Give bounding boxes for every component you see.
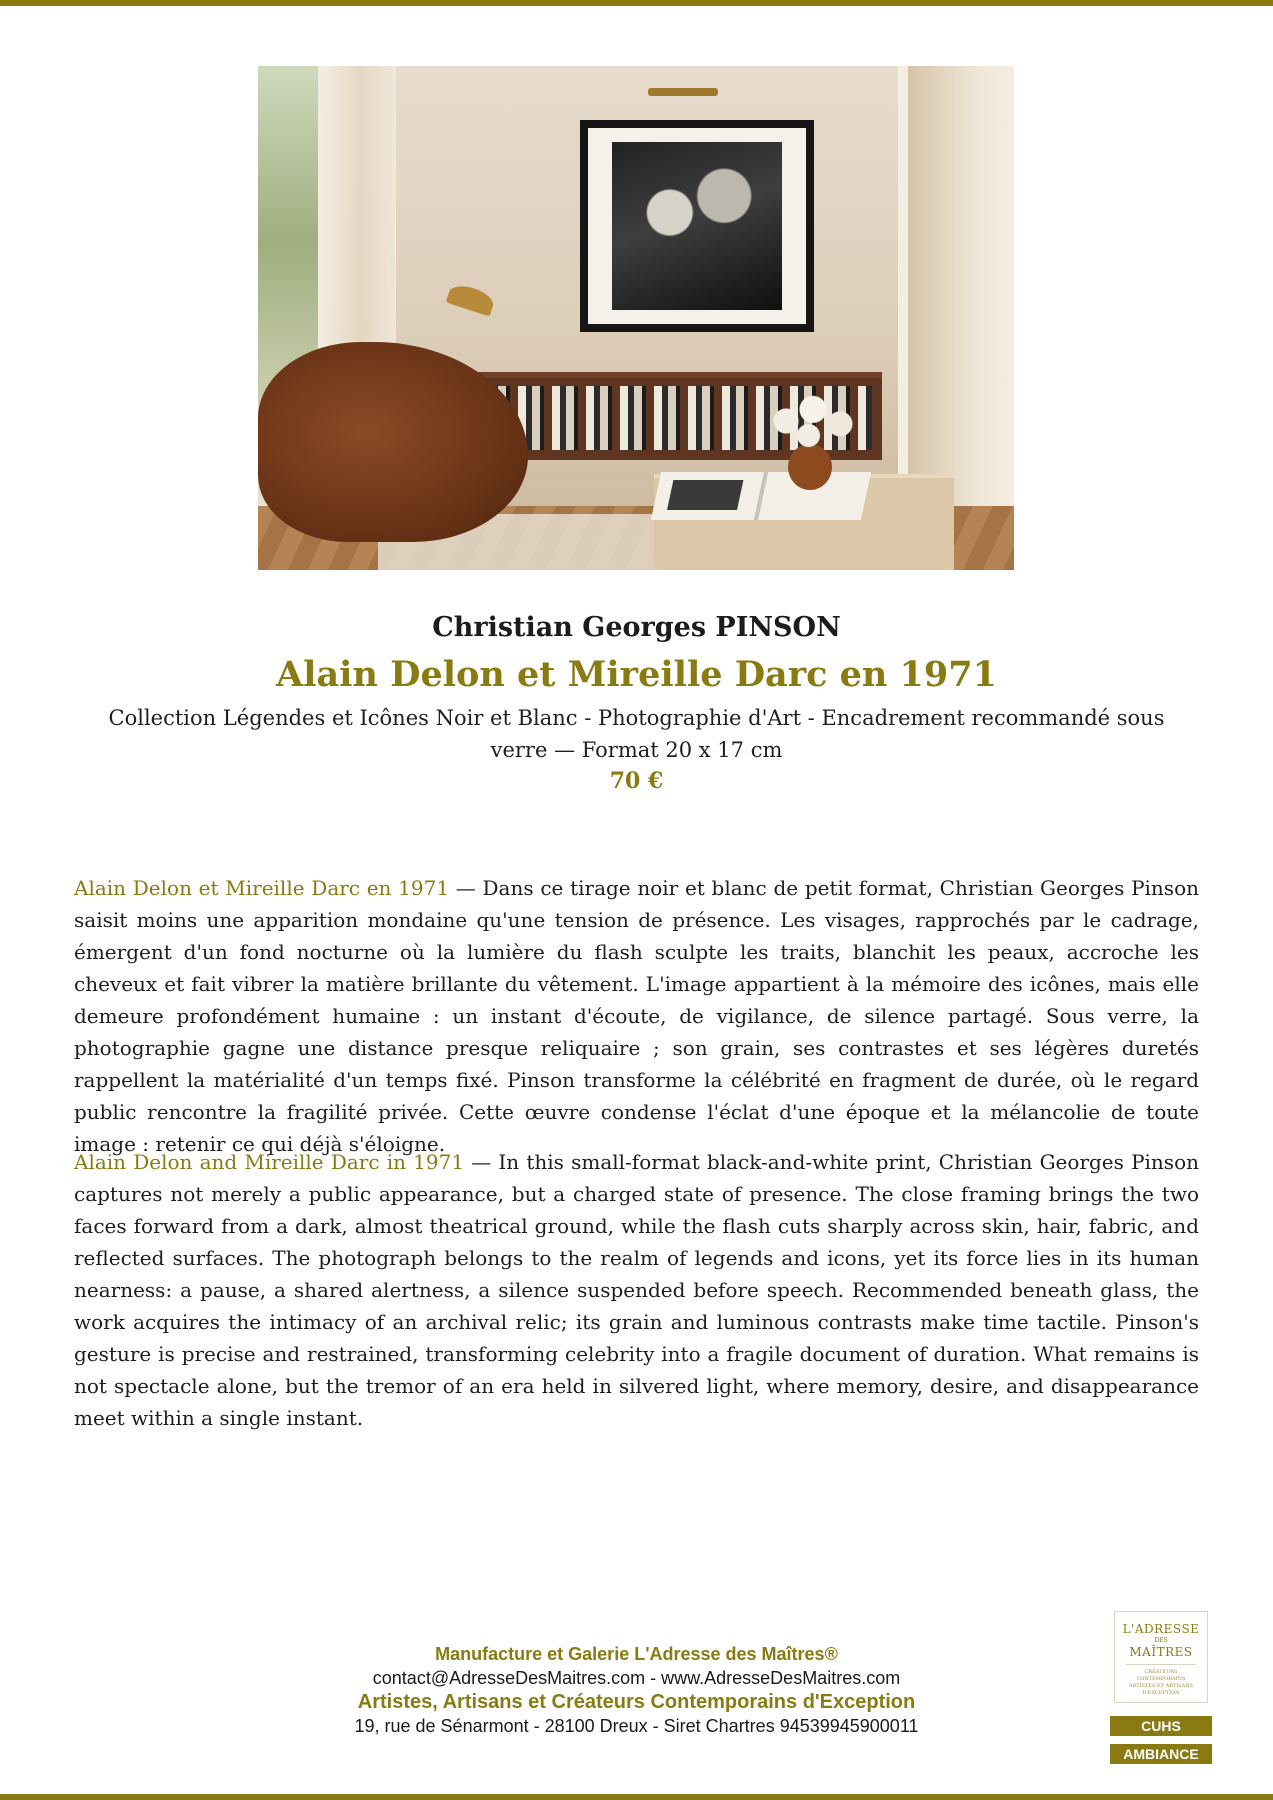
description-french-text: — Dans ce tirage noir et blanc de petit format, Christian Georges Pinson saisit moins une apparition mondaine qu'une tension de présence. Les visages, rapprochés par le cadrage, émergent d'un fond nocturne où la lumière du flash sculpte les traits, blanchit les peaux, accroche les cheveux et fait vibrer la matière brillante du vêtement. L'image appartient à la mémoire des icônes, mais elle demeure profondément humaine : un instant d'écoute, de vigilance, de silence partagé. Sous verre, la photographie gagne une distance presque reliquaire ; son grain, ses contrastes et ses légères duretés rappellent la matérialité d'un temps fixé. Pinson transforme la célébrité en fragment de durée, où le regard public rencontre la fragilité privée. Cette œuvre condense l'éclat d'une époque et la mélancolie de toute image : retenir ce qui déjà s'éloigne. bbox=[74, 876, 1199, 1156]
footer-address: 19, rue de Sénarmont - 28100 Dreux - Siret Chartres 94539945900011 bbox=[354, 1716, 919, 1736]
gallery-logo bbox=[1114, 1611, 1208, 1703]
logo-line-4: CRÉATEURS CONTEMPORAINS ARTISTES ET ARTISANS D'EXCEPTION bbox=[1128, 1669, 1194, 1696]
footer bbox=[300, 1642, 973, 1738]
logo-line-1: L'ADRESSE bbox=[1122, 1622, 1200, 1636]
description-french-lead: Alain Delon et Mireille Darc en 1971 bbox=[74, 876, 450, 900]
artist-name: Christian Georges PINSON bbox=[432, 612, 841, 643]
hero-room-image bbox=[258, 66, 1014, 570]
logo-line-3: MAÎTRES bbox=[1129, 1645, 1193, 1659]
description-french bbox=[74, 872, 1199, 1160]
badge-cuhs: CUHS bbox=[1110, 1716, 1212, 1736]
amber-vase bbox=[788, 444, 832, 490]
doorway bbox=[898, 66, 1014, 506]
description-english-text: — In this small-format black-and-white print, Christian Georges Pinson captures not merely a public appearance, but a charged state of presence. The close framing brings the two faces forward from a dark, almost theatrical ground, while the flash cuts sharply across skin, hair, fabric, and reflected surfaces. The photograph belongs to the realm of legends and icons, yet its force lies in its human nearness: a pause, a shared alertness, a silence suspended before speech. Recommended beneath glass, the work acquires the intimacy of an archival relic; its grain and luminous contrasts make time tactile. Pinson's gesture is precise and restrained, transforming celebrity into a fragile document of duration. What remains is not spectacle alone, but the tremor of an era held in silvered light, where memory, desire, and disappearance meet within a single instant. bbox=[74, 1150, 1199, 1430]
description-english bbox=[74, 1146, 1199, 1434]
artwork-title: Alain Delon et Mireille Darc en 1971 bbox=[276, 654, 997, 695]
picture-lamp bbox=[648, 88, 718, 96]
white-flowers bbox=[768, 392, 858, 450]
black-white-photo bbox=[612, 142, 782, 310]
description-english-lead: Alain Delon and Mireille Darc in 1971 bbox=[74, 1150, 465, 1174]
artwork-subtitle: Collection Légendes et Icônes Noir et Blanc - Photographie d'Art - Encadrement recommandé sous verre — Format 20 x 17 cm bbox=[108, 706, 1165, 762]
footer-gallery-name: Manufacture et Galerie L'Adresse des Maîtres® bbox=[435, 1644, 838, 1664]
artwork-price: 70 € bbox=[609, 768, 664, 794]
logo-divider bbox=[1126, 1664, 1196, 1665]
top-border-rule bbox=[0, 0, 1273, 6]
bottom-border-rule bbox=[0, 1794, 1273, 1800]
footer-tagline: Artistes, Artisans et Créateurs Contemporains d'Exception bbox=[357, 1691, 916, 1713]
footer-contact[interactable]: contact@AdresseDesMaitres.com - www.AdresseDesMaitres.com bbox=[372, 1668, 901, 1688]
badge-ambiance: AMBIANCE bbox=[1110, 1744, 1212, 1764]
open-photo-book bbox=[651, 472, 871, 520]
floor-lamp-shade bbox=[446, 281, 497, 316]
photo-mat bbox=[588, 128, 806, 324]
logo-line-2: DES bbox=[1154, 1637, 1168, 1644]
framed-photograph bbox=[580, 120, 814, 332]
